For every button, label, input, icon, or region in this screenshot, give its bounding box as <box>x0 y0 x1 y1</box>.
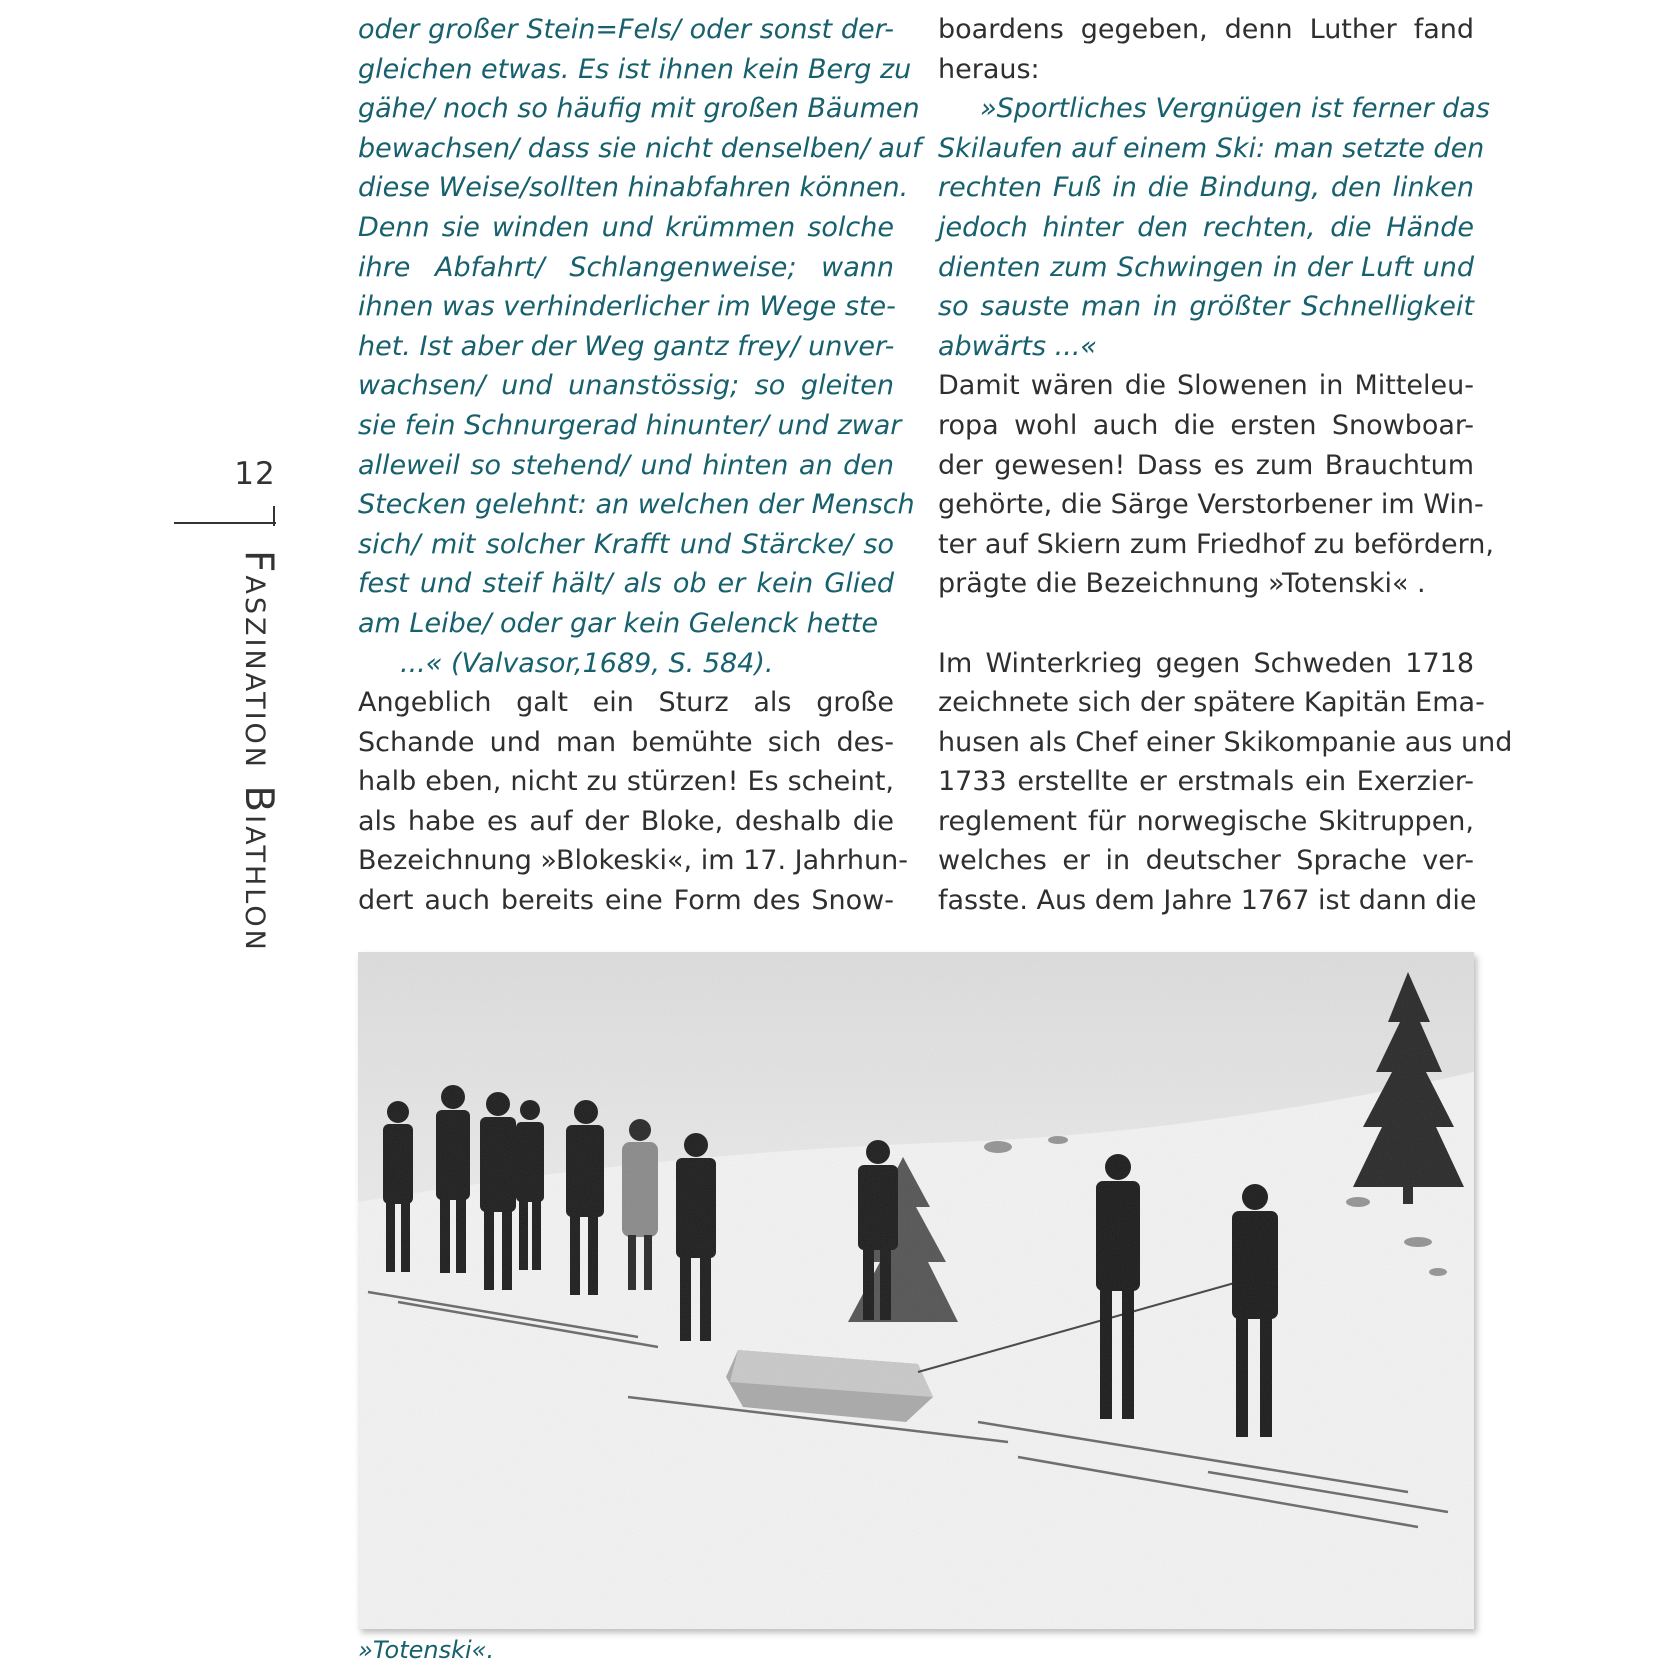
body-line: Schande und man bemühte sich des- <box>358 726 894 758</box>
quote-line: sie fein Schnurgerad hinunter/ und zwar <box>358 409 902 441</box>
quote-line: diese Weise/sollten hinabfahren können. <box>358 172 909 204</box>
quote-line: jedoch hinter den rechten, die Hände <box>938 211 1474 243</box>
paragraph-gap <box>938 604 1474 644</box>
body-line: Angeblich galt ein Sturz als große <box>358 687 894 719</box>
body-line: heraus: <box>938 53 1040 85</box>
quote-line: gähe/ noch so häufig mit großen Bäumen <box>358 93 920 125</box>
quote-line: sich/ mit solcher Krafft und Stärcke/ so <box>358 528 894 560</box>
body-line: welches er in deutscher Sprache ver- <box>938 845 1474 877</box>
quote-citation: ...« (Valvasor,1689, S. 584). <box>400 647 774 679</box>
body-line: Damit wären die Slowenen in Mitteleu- <box>938 370 1474 402</box>
quote-line: gleichen etwas. Es ist ihnen kein Berg zu <box>358 53 912 85</box>
body-line: husen als Chef einer Skikompanie aus und <box>938 726 1513 758</box>
body-line: 1733 erstellte er erstmals ein Exerzier- <box>938 766 1474 798</box>
quote-line: fest und steif hält/ als ob er kein Glied <box>358 568 894 600</box>
left-column <box>358 10 922 921</box>
paragraph-luther <box>938 10 1474 89</box>
quote-line: abwärts ...« <box>938 330 1098 362</box>
side-divider <box>174 522 276 524</box>
quote-line: bewachsen/ dass sie nicht denselben/ auf <box>358 132 922 164</box>
quote-line: wachsen/ und unanstössig; so gleiten <box>358 370 894 402</box>
body-line: fasste. Aus dem Jahre 1767 ist dann die <box>938 885 1477 917</box>
quote-line: dienten zum Schwingen in der Luft und <box>938 251 1474 283</box>
quote-line: het. Ist aber der Weg gantz frey/ unver- <box>358 330 895 362</box>
page-number: 12 <box>234 456 276 492</box>
body-line: Im Winterkrieg gegen Schweden 1718 <box>938 647 1474 679</box>
quote-line: rechten Fuß in die Bindung, den linken <box>938 172 1474 204</box>
side-divider-tick <box>273 506 275 526</box>
body-line: ropa wohl auch die ersten Snowboar- <box>938 409 1474 441</box>
quote-line: oder großer Stein=Fels/ oder sonst der- <box>358 14 894 45</box>
quote-line: alleweil so stehend/ und hinten an den <box>358 449 894 481</box>
body-line: reglement für norwegische Skitruppen, <box>938 805 1474 837</box>
quote-block-luther <box>938 89 1490 366</box>
quote-line: Denn sie winden und krümmen solche <box>358 211 894 243</box>
quote-line: so sauste man in größter Schnelligkeit <box>938 291 1474 323</box>
right-column <box>938 10 1513 921</box>
quote-line: Skilaufen auf einem Ski: man setzte den <box>938 132 1485 164</box>
quote-line: am Leibe/ oder gar kein Gelenck hette <box>358 607 879 639</box>
body-line: zeichnete sich der spätere Kapitän Ema- <box>938 687 1485 719</box>
body-line: gehörte, die Särge Verstorbener im Win- <box>938 489 1484 521</box>
running-title: Faszination Biathlon <box>236 550 281 953</box>
photo-totenski <box>358 952 1474 1629</box>
body-line: ter auf Skiern zum Friedhof zu befördern, <box>938 528 1494 560</box>
photo-caption: »Totenski«. <box>358 1636 495 1664</box>
paragraph-winterkrieg <box>938 644 1513 921</box>
paragraph-totenski <box>938 366 1494 604</box>
paragraph-blokeski <box>358 683 908 921</box>
quote-line: ihre Abfahrt/ Schlangenweise; wann <box>358 251 894 283</box>
quote-line: ihnen was verhinderlicher im Wege ste- <box>358 291 896 323</box>
body-line: halb eben, nicht zu stürzen! Es scheint, <box>358 766 894 798</box>
body-line: dert auch bereits eine Form des Snow- <box>358 885 894 917</box>
body-line: prägte die Bezeichnung »Totenski« . <box>938 568 1426 600</box>
body-line: Bezeichnung »Blokeski«, im 17. Jahrhun- <box>358 845 908 877</box>
body-line: boardens gegeben, denn Luther fand <box>938 14 1474 45</box>
photo-illustration <box>358 952 1474 1629</box>
quote-line: Stecken gelehnt: an welchen der Mensch <box>358 489 915 521</box>
quote-block-valvasor <box>358 10 922 683</box>
body-line: der gewesen! Dass es zum Brauchtum <box>938 449 1474 481</box>
quote-line: »Sportliches Vergnügen ist ferner das <box>980 93 1490 125</box>
body-line: als habe es auf der Bloke, deshalb die <box>358 805 894 837</box>
